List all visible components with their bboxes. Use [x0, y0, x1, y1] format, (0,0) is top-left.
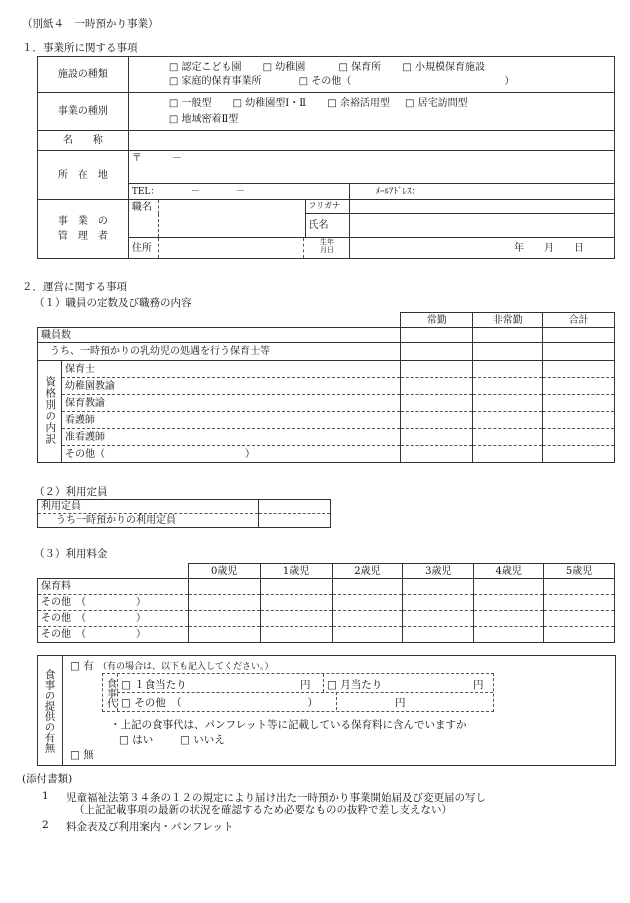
meals-label: 食事の提供の有無: [43, 668, 56, 753]
attachment-1: 児童福祉法第３４条の１２の規定により届け出た一時預かり事業開始届及び変更届の写し: [66, 792, 486, 804]
staff-subtitle: （１）職員の定数及び職務の内容: [34, 297, 192, 309]
business-type-options-1: [169, 96, 611, 112]
fees-subtitle: （３）利用料金: [34, 548, 108, 560]
breakdown-label: 資格別の内訳: [44, 375, 57, 445]
facility-type-options-1: [169, 61, 611, 75]
attachment-2-number: 2: [42, 819, 49, 831]
fees-header-row: [38, 564, 615, 579]
email-label: ﾒｰﾙｱﾄﾞﾚｽ：: [375, 186, 421, 197]
fee-row: [38, 627, 615, 643]
role-row: [38, 429, 615, 446]
manager-furigana-row: [38, 200, 615, 214]
meals-no-checkbox[interactable]: □ 無: [70, 749, 94, 761]
email-field[interactable]: [350, 184, 615, 200]
capacity-row: [38, 500, 331, 514]
checkbox-other-type[interactable]: □ その他（: [298, 75, 352, 87]
per-meal-yen: 円: [300, 679, 311, 691]
business-type-options-2: [169, 112, 611, 128]
other-fee-checkbox[interactable]: □ その他 （ ）: [121, 697, 319, 709]
capacity-label: うち一時預かりの利用定員: [38, 514, 259, 528]
birth-label: 生年 月日: [303, 238, 349, 258]
attachment-1-note: （上記記載事項の最新の状況を確認するため必要なものの抜粋で差し支えない）: [74, 804, 452, 816]
checkbox-nursery[interactable]: □ 保育所: [338, 62, 382, 73]
meals-yes-note: （有の場合は、以下も記入してください。）: [98, 662, 274, 672]
attachment-1-number: 1: [42, 790, 49, 802]
furigana-label: フリガナ: [305, 200, 350, 214]
name-label: 名 称: [38, 131, 129, 151]
address-row: [38, 151, 615, 184]
per-month-yen: 円: [473, 679, 484, 691]
role-label: 准看護師: [61, 429, 401, 446]
col-fulltime: 常勤: [401, 313, 473, 328]
checkbox-home-visit[interactable]: □ 居宅訪問型: [405, 98, 468, 109]
checkbox-home-nursery[interactable]: □ 家庭的保育事業所: [168, 75, 262, 87]
role-label: その他（ ）: [61, 446, 401, 463]
checkbox-kindergarten-type[interactable]: □ 幼稚園型Ⅰ・Ⅱ: [232, 98, 307, 109]
annex-title: （別紙４ 一時預かり事業）: [22, 18, 159, 30]
furigana-field[interactable]: [350, 200, 615, 214]
tel-field[interactable]: [128, 184, 350, 200]
checkbox-small-nursery[interactable]: □ 小規模保育施設: [402, 62, 485, 73]
fee-label: 保育料: [38, 579, 189, 595]
fee-label: その他 （ ）: [38, 595, 189, 611]
role-label: 幼稚園教諭: [61, 378, 401, 395]
section2-title: ２．運営に関する事項: [22, 281, 127, 293]
other-type-close: ）: [504, 75, 515, 87]
position-field[interactable]: [158, 200, 305, 238]
fee-label: その他 （ ）: [38, 611, 189, 627]
meals-yes-checkbox[interactable]: □ 有: [70, 660, 94, 672]
business-type-label: 事業の種別: [38, 93, 129, 131]
staff-table: [37, 312, 615, 463]
col-age3: 3歳児: [403, 564, 474, 579]
position-label: 職名: [128, 200, 158, 238]
business-type-row: [38, 93, 615, 131]
per-month-checkbox[interactable]: □ 月当たり: [327, 679, 383, 691]
col-age5: 5歳児: [544, 564, 615, 579]
name-row: [38, 131, 615, 151]
role-label: 保育士: [61, 361, 401, 378]
facility-table: [37, 56, 615, 259]
capacity-row: [38, 514, 331, 528]
capacity-subtitle: （２）利用定員: [34, 486, 108, 498]
birth-fields: 年 月 日: [514, 242, 584, 254]
col-age4: 4歳児: [474, 564, 544, 579]
role-label: 保育教諭: [61, 395, 401, 412]
checkbox-kindergarten[interactable]: □ 幼稚園: [262, 62, 306, 73]
per-meal-checkbox[interactable]: □ １食当たり: [121, 679, 187, 691]
facility-type-options-2: [169, 75, 611, 89]
postal-mark: 〒 －: [131, 153, 182, 164]
postal-field[interactable]: [128, 151, 614, 184]
meal-fee-label: 食事代: [104, 677, 116, 708]
address-label: 所 在 地: [38, 151, 129, 200]
checkbox-kodomoen[interactable]: □ 認定こども園: [168, 62, 242, 73]
name-field[interactable]: [128, 131, 614, 151]
birth-date-field[interactable]: [350, 238, 615, 259]
staff-sub-label: うち、一時預かりの乳幼児の処遇を行う保育士等: [38, 343, 401, 361]
capacity-label: 利用定員: [38, 500, 259, 514]
facility-type-label: 施設の種類: [38, 57, 129, 93]
role-row: [38, 395, 615, 412]
checkbox-spare-capacity[interactable]: □ 余裕活用型: [327, 98, 390, 109]
col-total: 合計: [543, 313, 615, 328]
facility-type-row: [38, 57, 615, 93]
person-name-label: 氏名: [305, 214, 350, 238]
col-parttime: 非常勤: [473, 313, 543, 328]
attachments-title: (添付書類): [22, 773, 73, 785]
staff-total-row: [38, 328, 615, 343]
other-fee-yen: 円: [395, 697, 406, 709]
section1-title: １．事業所に関する事項: [22, 42, 138, 54]
fee-row: [38, 579, 615, 595]
fee-row: [38, 611, 615, 627]
col-age2: 2歳児: [332, 564, 403, 579]
staff-header-row: [38, 313, 615, 328]
person-name-field[interactable]: [350, 214, 615, 238]
manager-label: 事 業 の 管 理 者: [38, 200, 129, 259]
fees-table: [37, 563, 615, 643]
capacity-table: [37, 499, 331, 528]
staff-sub-row: [38, 343, 615, 361]
fee-label: その他 （ ）: [38, 627, 189, 643]
tel-label: TEL： － －: [131, 186, 245, 197]
role-row: [38, 378, 615, 395]
answer-no-checkbox[interactable]: □ いいえ: [180, 734, 225, 746]
col-age1: 1歳児: [260, 564, 332, 579]
answer-yes-checkbox[interactable]: □ はい: [119, 734, 154, 746]
checkbox-general[interactable]: □ 一般型: [168, 98, 212, 109]
col-age0: 0歳児: [188, 564, 260, 579]
fee-row: [38, 595, 615, 611]
role-label: 看護師: [61, 412, 401, 429]
meals-box: [37, 655, 616, 766]
meal-fee-box: [102, 673, 494, 712]
role-row: [38, 361, 615, 378]
role-row: [38, 446, 615, 463]
staff-total-label: 職員数: [38, 328, 401, 343]
residence-label: 住所: [128, 238, 158, 259]
role-row: [38, 412, 615, 429]
checkbox-community-type2[interactable]: □ 地域密着Ⅱ型: [168, 113, 239, 125]
attachment-2: 料金表及び利用案内・パンフレット: [66, 821, 234, 833]
meal-included-question: ・上記の食事代は、パンフレット等に記載している保育料に含んでいますか: [110, 719, 467, 731]
